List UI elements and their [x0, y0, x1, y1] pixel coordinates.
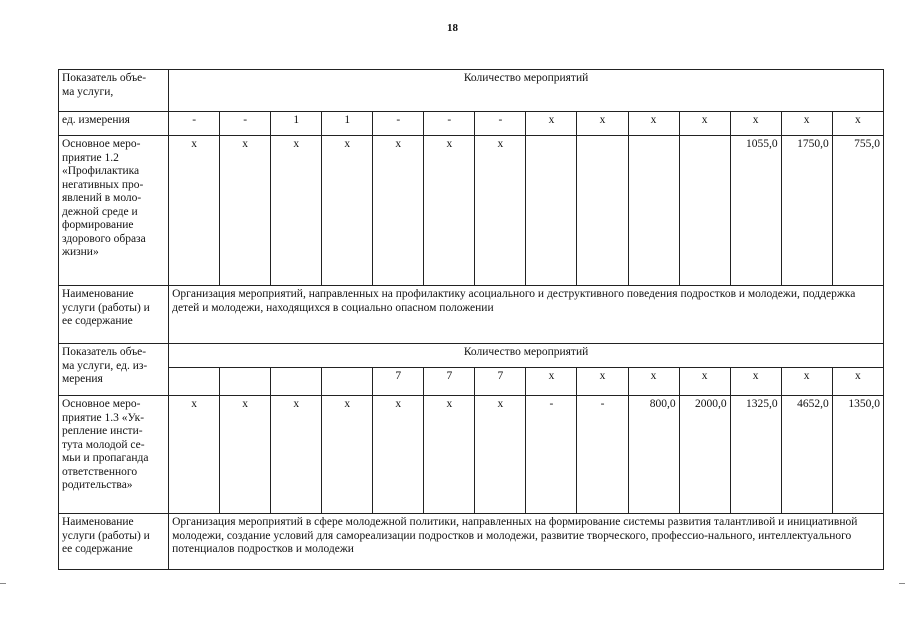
- event-cell: x: [424, 136, 475, 286]
- unit-cell: -: [373, 112, 424, 136]
- edge-mark-right: [899, 583, 905, 584]
- unit-cell: x: [730, 112, 781, 136]
- table-row-service-1: [59, 286, 884, 344]
- event-cell: x: [169, 136, 220, 286]
- event-cell: [679, 136, 730, 286]
- unit-cell: -: [220, 112, 271, 136]
- table-row-indicator-2-values: [59, 368, 884, 396]
- event-label: Основное меро- приятие 1.3 «Ук- репление инсти- тута молодой се- мьи и пропаганда ответственного родительства»: [59, 396, 169, 514]
- service-description: Организация мероприятий в сфере молодежной политики, направленных на формирование системы развития талантливой и инициативной молодежи, создание условий для самореализации подростков и молодежи, развитие творческого, профессио-нального, интеллектуального потенциалов подростков и молодежи: [169, 514, 884, 570]
- unit-cell: x: [577, 112, 628, 136]
- event-cell: x: [322, 136, 373, 286]
- event-cell: 755,0: [832, 136, 883, 286]
- event-cell: 1750,0: [781, 136, 832, 286]
- indicator-cell: x: [832, 368, 883, 396]
- event-cell: x: [475, 136, 526, 286]
- indicator-cell: x: [628, 368, 679, 396]
- indicator-label: Показатель объе- ма услуги,: [59, 70, 169, 112]
- unit-cell: 1: [271, 112, 322, 136]
- indicator-cell: x: [730, 368, 781, 396]
- table-row-event-1-2: [59, 136, 884, 286]
- event-label: Основное меро- приятие 1.2 «Профилактика негативных про- явлений в моло- дежной среде и формирование здорового образа жизни»: [59, 136, 169, 286]
- unit-cell: -: [169, 112, 220, 136]
- unit-cell: x: [628, 112, 679, 136]
- indicator-span-text: Количество мероприятий: [169, 70, 884, 112]
- event-cell: x: [220, 136, 271, 286]
- indicator-cell: 7: [424, 368, 475, 396]
- event-cell: x: [475, 396, 526, 514]
- event-cell: x: [220, 396, 271, 514]
- table-row-indicator-1: [59, 70, 884, 112]
- unit-cell: x: [832, 112, 883, 136]
- event-cell: x: [169, 396, 220, 514]
- event-cell: [628, 136, 679, 286]
- event-cell: x: [373, 396, 424, 514]
- unit-cell: x: [781, 112, 832, 136]
- event-cell: x: [373, 136, 424, 286]
- table-row-event-1-3: [59, 396, 884, 514]
- service-label: Наименование услуги (работы) и ее содержание: [59, 286, 169, 344]
- unit-cell: -: [424, 112, 475, 136]
- indicator-cell: x: [577, 368, 628, 396]
- unit-cell: x: [679, 112, 730, 136]
- table-row-service-2: [59, 514, 884, 570]
- indicator-cell: [322, 368, 373, 396]
- table-row-indicator-2: [59, 344, 884, 368]
- event-cell: -: [577, 396, 628, 514]
- unit-cell: -: [475, 112, 526, 136]
- indicator-cell: 7: [373, 368, 424, 396]
- event-cell: x: [424, 396, 475, 514]
- indicator-cell: x: [679, 368, 730, 396]
- event-cell: x: [322, 396, 373, 514]
- indicator-cell: [169, 368, 220, 396]
- indicator-cell: [271, 368, 322, 396]
- event-cell: 1325,0: [730, 396, 781, 514]
- event-cell: -: [526, 396, 577, 514]
- indicator-cell: x: [526, 368, 577, 396]
- event-cell: 800,0: [628, 396, 679, 514]
- event-cell: x: [271, 396, 322, 514]
- unit-label: ед. измерения: [59, 112, 169, 136]
- indicator-span-text: Количество мероприятий: [169, 344, 884, 368]
- event-cell: 1350,0: [832, 396, 883, 514]
- indicator-cell: x: [781, 368, 832, 396]
- indicator-cell: [220, 368, 271, 396]
- event-cell: x: [271, 136, 322, 286]
- unit-cell: 1: [322, 112, 373, 136]
- service-description: Организация мероприятий, направленных на профилактику асоциального и деструктивного поведения подростков и молодежи, поддержка детей и молодежи, находящихся в социально опасном положении: [169, 286, 884, 344]
- event-cell: [526, 136, 577, 286]
- event-cell: [577, 136, 628, 286]
- table-row-unit: [59, 112, 884, 136]
- event-cell: 4652,0: [781, 396, 832, 514]
- service-label: Наименование услуги (работы) и ее содержание: [59, 514, 169, 570]
- indicator-label: Показатель объе- ма услуги, ед. из- мерения: [59, 344, 169, 396]
- event-cell: 2000,0: [679, 396, 730, 514]
- indicator-cell: 7: [475, 368, 526, 396]
- unit-cell: x: [526, 112, 577, 136]
- page-number: 18: [447, 22, 458, 34]
- event-cell: 1055,0: [730, 136, 781, 286]
- data-table: [58, 69, 884, 570]
- edge-mark-left: [0, 583, 6, 584]
